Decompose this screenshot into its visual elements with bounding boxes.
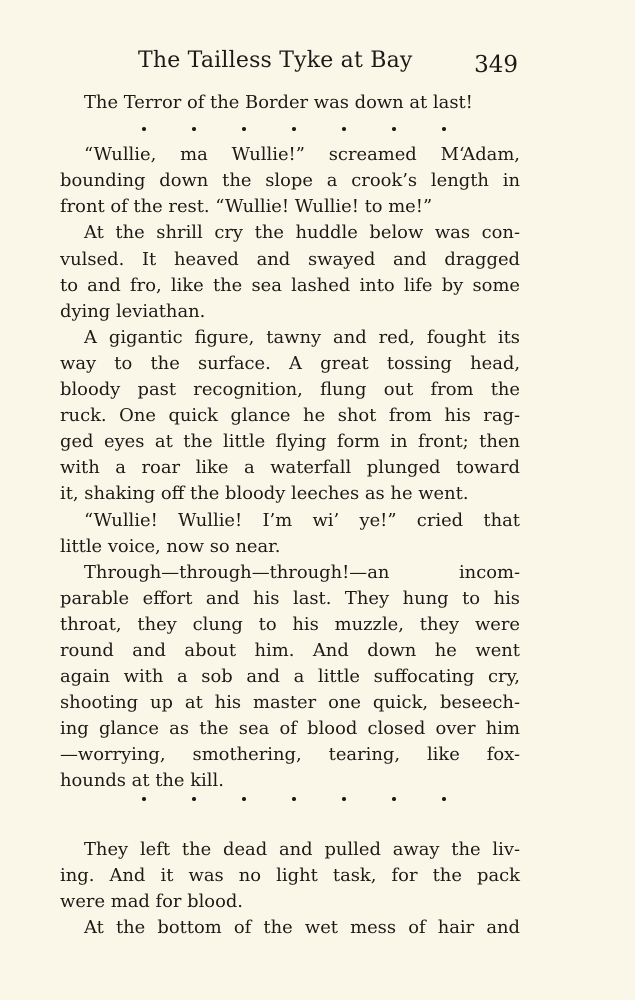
text-line: front of the rest. “Wullie! Wullie! to me!” (60, 196, 433, 218)
text-line: dying leviathan. (60, 300, 206, 322)
text-line: with a roar like a waterfall plunged toward (60, 457, 520, 479)
running-title: The Tailless Tyke at Bay (138, 48, 413, 73)
text-line: it, shaking off the bloody leeches as he went. (60, 483, 469, 505)
page-number: 349 (474, 52, 518, 78)
text-line: were mad for blood. (60, 890, 243, 912)
text-line: Through—through—through!—an incom- (84, 561, 520, 583)
text-line: little voice, now so near. (60, 535, 281, 557)
text-line: “Wullie! Wullie! I’m wi’ ye!” cried that (84, 509, 520, 531)
text-line: —worrying, smothering, tearing, like fox- (60, 744, 520, 766)
text-line: ing. And it was no light task, for the pack (60, 864, 520, 886)
ellipsis-dot (442, 127, 446, 131)
page-header (60, 44, 520, 90)
text-line: round and about him. And down he went (60, 639, 520, 661)
text-line: throat, they clung to his muzzle, they were (60, 613, 520, 635)
text-line: The Terror of the Border was down at last! (84, 92, 473, 113)
text-line: ruck. One quick glance he shot from his rag- (60, 405, 520, 427)
body-text (60, 90, 520, 941)
section-break-dots (60, 795, 520, 837)
text-line: bloody past recognition, flung out from the (60, 379, 520, 401)
text-line: At the shrill cry the huddle below was con- (84, 222, 520, 244)
ellipsis-dot (192, 797, 196, 801)
text-line: way to the surface. A great tossing head, (60, 352, 520, 374)
text-line: vulsed. It heaved and swayed and dragged (60, 248, 520, 270)
ellipsis-dot (442, 797, 446, 801)
text-line: “Wullie, ma Wullie!” screamed M‘Adam, (84, 144, 520, 166)
text-line: bounding down the slope a crook’s length in (60, 170, 520, 192)
text-line: A gigantic figure, tawny and red, fought its (84, 326, 520, 348)
text-line: shooting up at his master one quick, beseech- (60, 692, 520, 714)
ellipsis-dot (192, 127, 196, 131)
ellipsis-dot (292, 797, 296, 801)
text-line: hounds at the kill. (60, 770, 224, 792)
text-line: They left the dead and pulled away the liv- (84, 838, 520, 860)
book-page (60, 44, 520, 941)
text-line: ged eyes at the little flying form in front; then (60, 431, 520, 453)
ellipsis-dot (342, 127, 346, 131)
ellipsis-dot (392, 797, 396, 801)
section-break-dots (60, 116, 520, 142)
ellipsis-dot (392, 127, 396, 131)
ellipsis-dot (292, 127, 296, 131)
ellipsis-dot (242, 797, 246, 801)
text-line: At the bottom of the wet mess of hair and (84, 916, 520, 938)
ellipsis-dot (142, 127, 146, 131)
ellipsis-dot (242, 127, 246, 131)
ellipsis-dot (142, 797, 146, 801)
ellipsis-dot (342, 797, 346, 801)
text-line: to and fro, like the sea lashed into life by some (60, 274, 520, 296)
text-line: parable effort and his last. They hung to his (60, 587, 520, 609)
text-line: ing glance as the sea of blood closed over him (60, 718, 520, 740)
text-line: again with a sob and a little suffocating cry, (60, 666, 520, 688)
